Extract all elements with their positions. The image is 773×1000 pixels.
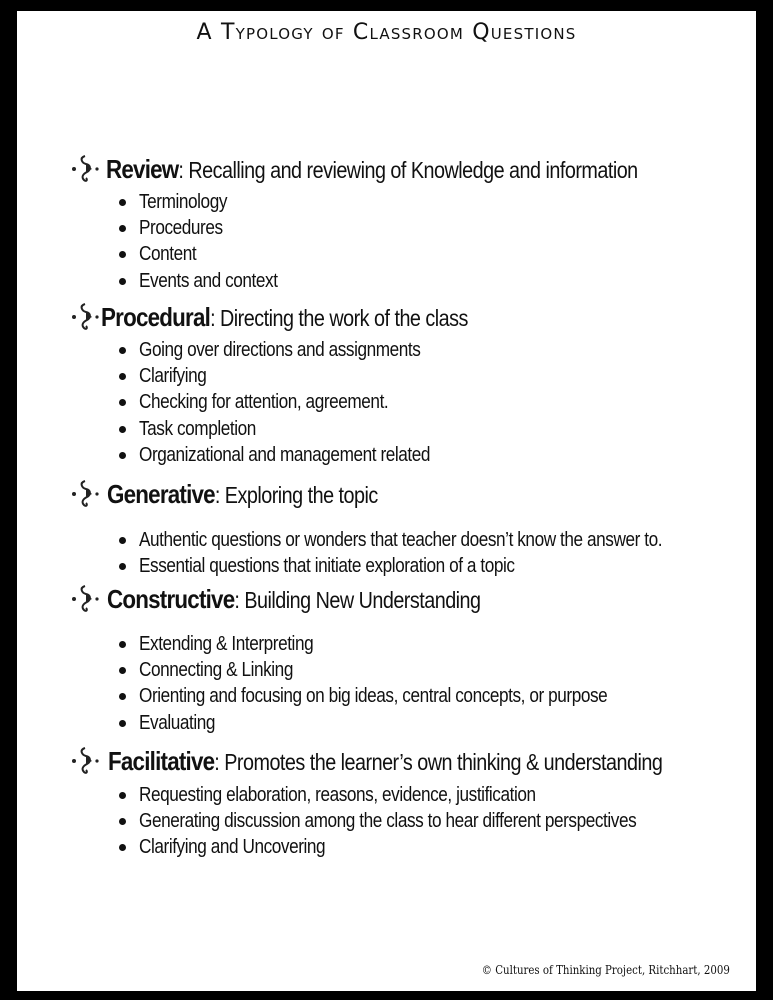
fleuron-ornament-icon — [69, 302, 101, 332]
section-term: Constructive — [107, 584, 235, 614]
section-term: Facilitative — [108, 746, 215, 776]
bullet-icon — [119, 399, 126, 406]
fleuron-ornament-icon — [69, 479, 101, 509]
bullet-icon — [119, 347, 126, 354]
item-list — [117, 189, 300, 294]
list-item: Evaluating — [117, 710, 684, 736]
list-item: Procedures — [117, 215, 300, 241]
list-item: Requesting elaboration, reasons, evidence, justification — [117, 782, 717, 808]
list-item: Events and context — [117, 268, 300, 294]
list-item: Organizational and management related — [117, 442, 477, 468]
bullet-icon — [119, 251, 126, 258]
section-heading — [106, 154, 638, 185]
bullet-icon — [119, 278, 126, 285]
section-description: : Recalling and reviewing of Knowledge and information — [178, 157, 638, 183]
fleuron-ornament-icon — [69, 584, 101, 614]
bullet-icon — [119, 667, 126, 674]
item-list — [117, 782, 717, 861]
section-heading — [107, 584, 481, 615]
page-title: A Typology of Classroom Questions — [196, 20, 577, 45]
bullet-icon — [119, 693, 126, 700]
section-heading — [107, 479, 378, 510]
list-item: Task completion — [117, 416, 477, 442]
list-item: Extending & Interpreting — [117, 631, 684, 657]
section-description: : Promotes the learner’s own thinking & understanding — [214, 749, 663, 775]
bullet-icon — [119, 225, 126, 232]
item-list — [117, 337, 477, 468]
item-list — [117, 527, 747, 579]
list-item: Going over directions and assignments — [117, 337, 477, 363]
list-item: Clarifying and Uncovering — [117, 834, 717, 860]
section-heading — [108, 746, 662, 777]
list-item: Authentic questions or wonders that teacher doesn’t know the answer to. — [117, 527, 747, 553]
bullet-icon — [119, 199, 126, 206]
bullet-icon — [119, 844, 126, 851]
copyright-footer: © Cultures of Thinking Project, Ritchhart, 2009 — [481, 963, 730, 977]
fleuron-ornament-icon — [69, 746, 101, 776]
bullet-icon — [119, 818, 126, 825]
bullet-icon — [119, 373, 126, 380]
list-item: Clarifying — [117, 363, 477, 389]
list-item: Terminology — [117, 189, 300, 215]
bullet-icon — [119, 792, 126, 799]
section-description: : Directing the work of the class — [210, 305, 468, 331]
section-term: Generative — [107, 479, 215, 509]
bullet-icon — [119, 537, 126, 544]
list-item: Generating discussion among the class to hear different perspectives — [117, 808, 717, 834]
bullet-icon — [119, 563, 126, 570]
section-description: : Building New Understanding — [234, 587, 481, 613]
list-item: Connecting & Linking — [117, 657, 684, 683]
bullet-icon — [119, 720, 126, 727]
document-page — [17, 11, 756, 991]
item-list — [117, 631, 684, 736]
bullet-icon — [119, 426, 126, 433]
list-item: Essential questions that initiate exploration of a topic — [117, 553, 747, 579]
list-item: Content — [117, 241, 300, 267]
fleuron-ornament-icon — [69, 154, 101, 184]
section-term: Review — [106, 154, 179, 184]
section-description: : Exploring the topic — [214, 482, 378, 508]
section-term: Procedural — [101, 302, 211, 332]
list-item: Checking for attention, agreement. — [117, 389, 477, 415]
section-heading — [101, 302, 468, 333]
bullet-icon — [119, 452, 126, 459]
bullet-icon — [119, 641, 126, 648]
list-item: Orienting and focusing on big ideas, central concepts, or purpose — [117, 683, 684, 709]
